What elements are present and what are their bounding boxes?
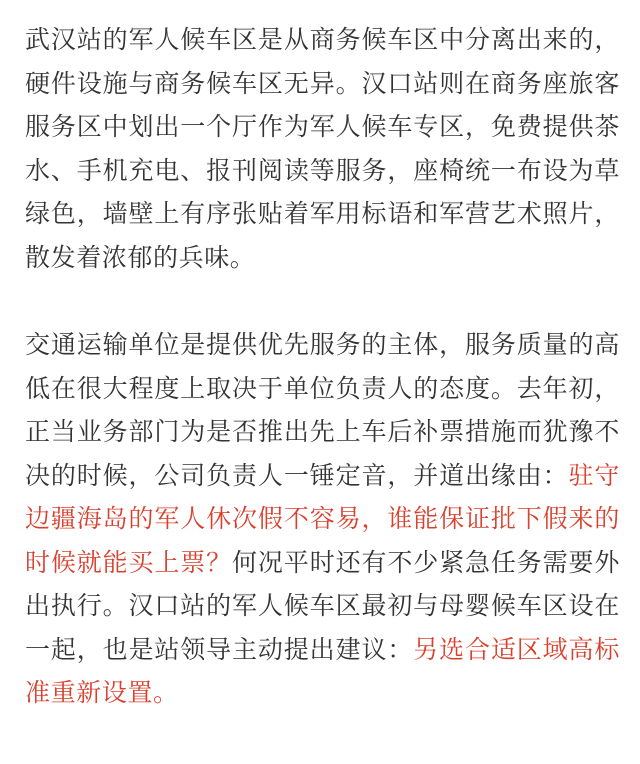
- paragraph-2: [25, 323, 620, 715]
- highlighted-quote-1: 驻守边疆海岛的军人休次假不容易，谁能保证批下假来的时候就能买上票？: [25, 460, 620, 577]
- paragraph-1: [25, 18, 620, 279]
- highlighted-quote-2: 另选合适区域高标准重新设置。: [25, 634, 620, 707]
- paragraph-2-text-part-1: 交通运输单位是提供优先服务的主体，服务质量的高低在很大程度上取决于单位负责人的态度。去年初，正当业务部门为是否推出先上车后补票措施而犹豫不决的时候，公司负责人一锤定音，并道出缘由：: [25, 330, 620, 490]
- paragraph-1-text: 武汉站的军人候车区是从商务候车区中分离出来的，硬件设施与商务候车区无异。汉口站则在商务座旅客服务区中划出一个厅作为军人候车专区，免费提供茶水、手机充电、报刊阅读等服务，座椅统一布设为草绿色，墙壁上有序张贴着军用标语和军营艺术照片，散发着浓郁的兵味。: [25, 25, 620, 272]
- paragraph-2-text-part-2: 何况平时还有不少紧急任务需要外出执行。汉口站的军人候车区最初与母婴候车区设在一起，也是站领导主动提出建议：: [25, 547, 620, 664]
